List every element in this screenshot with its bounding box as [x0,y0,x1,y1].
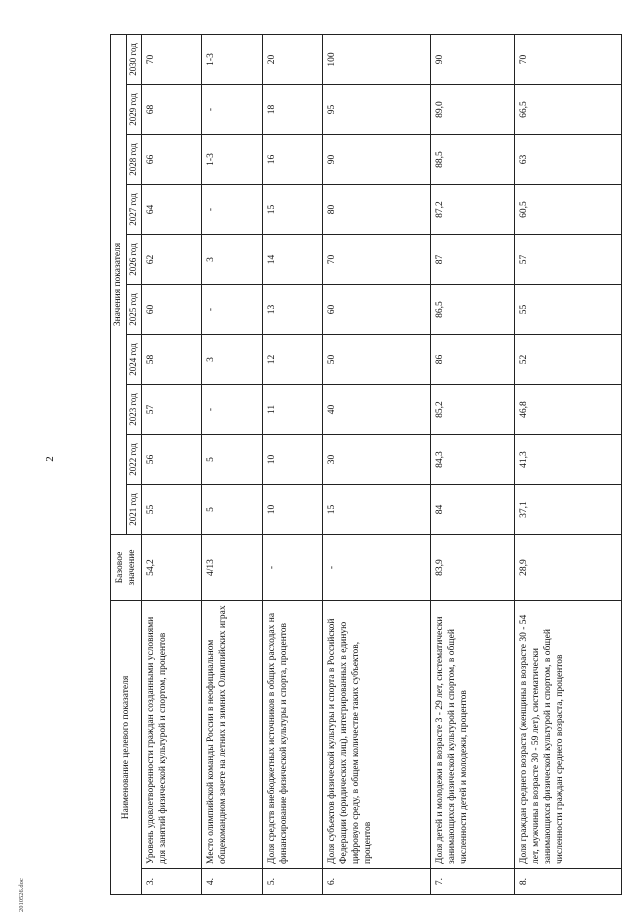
year-value: 90 [430,34,514,84]
year-header: 2026 год [127,235,142,285]
year-value: 37,1 [514,485,621,535]
year-value: 30 [323,435,430,485]
year-value: 68 [142,85,202,135]
year-value: 63 [514,135,621,185]
year-value: 87,2 [430,185,514,235]
row-number: 3. [142,869,202,895]
header-base-value: Базовое значение [111,535,142,601]
year-value: 55 [142,485,202,535]
year-value: 64 [142,185,202,235]
year-value: 10 [262,485,322,535]
year-value: 15 [323,485,430,535]
year-value: 66,5 [514,85,621,135]
year-value: 62 [142,235,202,285]
year-header: 2021 год [127,485,142,535]
year-value: 1-3 [202,135,262,185]
table-row [514,34,621,894]
year-value: 11 [262,385,322,435]
year-value: 16 [262,135,322,185]
year-header: 2023 год [127,385,142,435]
indicator-name: Доля граждан среднего возраста (женщины в возрасте 30 - 54 лет, мужчины в возрасте 30 - 59 лет), систематически занимающихся физической культурой и спортом, в общей численности граждан среднего возраста, процентов [514,601,621,869]
year-value: 57 [514,235,621,285]
year-value: 89,0 [430,85,514,135]
year-value: 100 [323,34,430,84]
year-header: 2028 год [127,135,142,185]
year-value: 55 [514,285,621,335]
indicator-name: Доля детей и молодежи в возрасте 3 - 29 лет, систематически занимающихся физической культурой и спортом, в общей численности детей и молодежи, процентов [430,601,514,869]
year-value: 13 [262,285,322,335]
indicator-name: Уровень удовлетворенности граждан созданными условиями для занятий физической культурой и спортом, процентов [142,601,202,869]
year-value: 85,2 [430,385,514,435]
table-row [202,34,262,894]
row-number: 6. [323,869,430,895]
year-value: 88,5 [430,135,514,185]
year-value: 10 [262,435,322,485]
year-value: 84 [430,485,514,535]
indicator-name: Доля средств внебюджетных источников в общих расходах на финансирование физической культуры и спорта, процентов [262,601,322,869]
year-value: 5 [202,435,262,485]
indicator-name: Место олимпийской команды России в неофициальном общекомандном зачете на летних и зимних Олимпийских играх [202,601,262,869]
year-value: 86,5 [430,285,514,335]
year-value: 46,8 [514,385,621,435]
base-value: 83,9 [430,535,514,601]
year-value: 70 [514,34,621,84]
year-header: 2025 год [127,285,142,335]
year-value: 66 [142,135,202,185]
year-value: 95 [323,85,430,135]
table-row [430,34,514,894]
year-value: 41,3 [514,435,621,485]
year-value: 14 [262,235,322,285]
year-value: 3 [202,235,262,285]
year-value: 52 [514,335,621,385]
year-value: 20 [262,34,322,84]
year-value: 60 [323,285,430,335]
row-number: 5. [262,869,322,895]
indicator-name: Доля субъектов физической культуры и спорта в Российской Федерации (юридических лиц), интегрированных в единую цифровую среду, в общем количестве таких субъектов, процентов [323,601,430,869]
table-row [262,34,322,894]
year-value: 12 [262,335,322,385]
year-value: 87 [430,235,514,285]
year-value: 50 [323,335,430,385]
footer-filename: 2010526.doc [18,878,25,912]
row-number: 7. [430,869,514,895]
table-row [142,34,202,894]
year-value: 70 [323,235,430,285]
year-value: 60 [142,285,202,335]
table-body [142,34,622,894]
year-value: 84,3 [430,435,514,485]
rotated-table-container [110,35,620,895]
year-value: 57 [142,385,202,435]
page-number: 2 [44,456,56,462]
year-value: 60,5 [514,185,621,235]
year-value: 3 [202,335,262,385]
year-header: 2022 год [127,435,142,485]
year-value: 70 [142,34,202,84]
indicators-table [110,34,622,895]
year-value: - [202,285,262,335]
year-header: 2030 год [127,34,142,84]
base-value: 28,9 [514,535,621,601]
year-value: 86 [430,335,514,385]
table-row [323,34,430,894]
year-value: 90 [323,135,430,185]
year-value: 80 [323,185,430,235]
row-number: 4. [202,869,262,895]
base-value: 4/13 [202,535,262,601]
base-value: 54,2 [142,535,202,601]
year-value: 18 [262,85,322,135]
base-value: - [323,535,430,601]
base-value: - [262,535,322,601]
header-indicator-values: Значения показателя [111,34,127,534]
year-value: 1-3 [202,34,262,84]
header-indicator-name: Наименование целевого показателя [111,601,142,895]
year-value: 56 [142,435,202,485]
year-value: 5 [202,485,262,535]
year-value: - [202,185,262,235]
row-number: 8. [514,869,621,895]
year-value: 15 [262,185,322,235]
year-value: - [202,85,262,135]
year-value: 58 [142,335,202,385]
year-header: 2027 год [127,185,142,235]
year-value: 40 [323,385,430,435]
year-header: 2024 год [127,335,142,385]
year-header: 2029 год [127,85,142,135]
year-value: - [202,385,262,435]
